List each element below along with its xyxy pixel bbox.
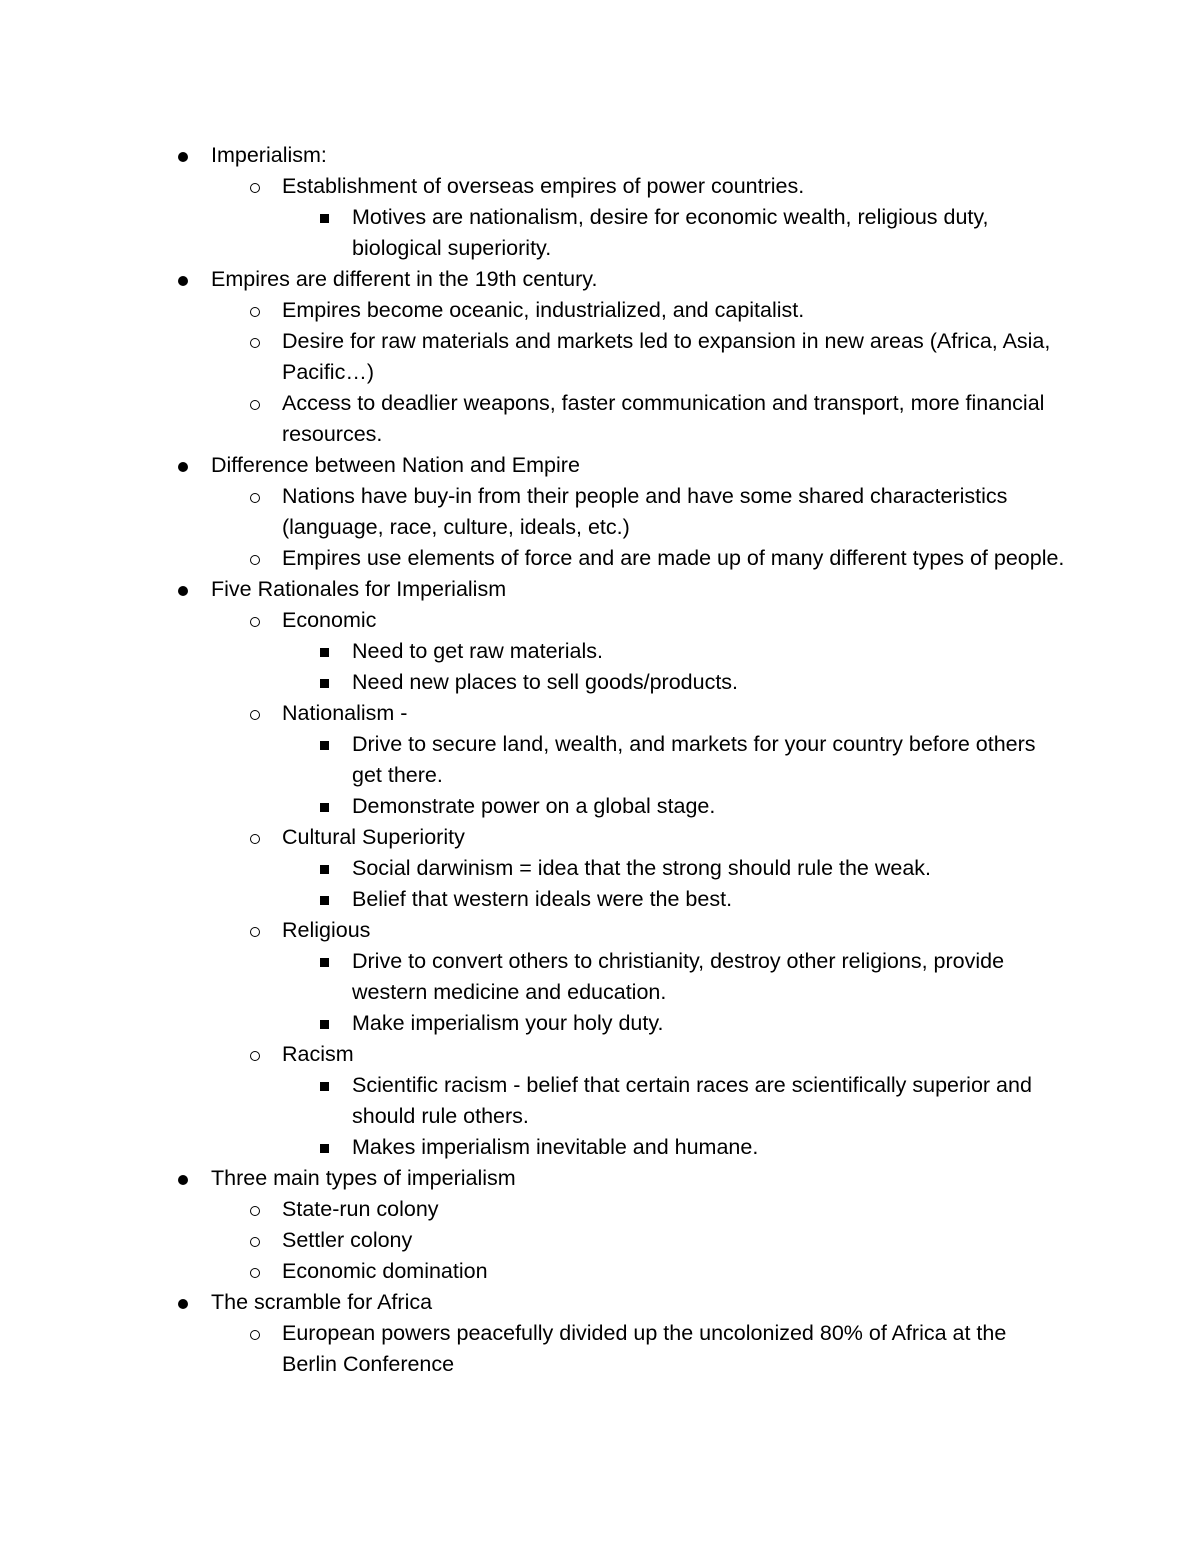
- hollow-circle-bullet-icon: [250, 338, 260, 348]
- outline-item-text: State-run colony: [282, 1197, 439, 1221]
- square-bullet-icon: [320, 1144, 329, 1153]
- outline-item-text: Scientific racism - belief that certain races are scientifically superior and should rule others.: [352, 1073, 1032, 1128]
- outline-item-level-1: [0, 264, 1066, 295]
- outline-item-level-3: [0, 202, 1066, 264]
- outline-item-level-3: [0, 946, 1066, 1008]
- hollow-circle-bullet-icon: [250, 1051, 260, 1061]
- outline-item-text: Motives are nationalism, desire for economic wealth, religious duty, biological superiority.: [352, 205, 989, 260]
- outline-item-text: Settler colony: [282, 1228, 413, 1252]
- outline-item-level-2: [0, 481, 1066, 543]
- outline-item-text: Empires become oceanic, industrialized, and capitalist.: [282, 298, 805, 322]
- square-bullet-icon: [320, 958, 329, 967]
- hollow-circle-bullet-icon: [250, 400, 260, 410]
- square-bullet-icon: [320, 214, 329, 223]
- outline-item-text: Economic domination: [282, 1259, 488, 1283]
- square-bullet-icon: [320, 803, 329, 812]
- outline-item-level-3: [0, 791, 1066, 822]
- outline-item-level-2: [0, 388, 1066, 450]
- outline-item-text: Establishment of overseas empires of power countries.: [282, 174, 805, 198]
- outline-item-text: Cultural Superiority: [282, 825, 465, 849]
- outline-item-level-2: [0, 1039, 1066, 1070]
- outline-item-text: Racism: [282, 1042, 354, 1066]
- hollow-circle-bullet-icon: [250, 555, 260, 565]
- outline-item-text: Empires are different in the 19th century.: [211, 267, 598, 291]
- outline-item-text: Nationalism -: [282, 701, 408, 725]
- outline-item-text: Belief that western ideals were the best.: [352, 887, 733, 911]
- outline-item-text: European powers peacefully divided up the uncolonized 80% of Africa at the Berlin Conference: [282, 1321, 1007, 1376]
- outline-item-level-2: [0, 605, 1066, 636]
- filled-circle-bullet-icon: [178, 462, 188, 472]
- filled-circle-bullet-icon: [178, 152, 188, 162]
- outline-item-level-2: [0, 915, 1066, 946]
- outline-item-text: Makes imperialism inevitable and humane.: [352, 1135, 759, 1159]
- square-bullet-icon: [320, 865, 329, 874]
- outline-item-level-2: [0, 543, 1066, 574]
- square-bullet-icon: [320, 741, 329, 750]
- outline-item-level-3: [0, 1070, 1066, 1132]
- outline-item-level-2: [0, 1194, 1066, 1225]
- outline-item-text: Three main types of imperialism: [211, 1166, 516, 1190]
- outline-item-level-3: [0, 667, 1066, 698]
- outline-item-text: Five Rationales for Imperialism: [211, 577, 507, 601]
- filled-circle-bullet-icon: [178, 586, 188, 596]
- outline-item-level-3: [0, 729, 1066, 791]
- outline-item-level-3: [0, 884, 1066, 915]
- outline-item-text: Need new places to sell goods/products.: [352, 670, 739, 694]
- hollow-circle-bullet-icon: [250, 1330, 260, 1340]
- outline-item-level-2: [0, 1256, 1066, 1287]
- hollow-circle-bullet-icon: [250, 617, 260, 627]
- hollow-circle-bullet-icon: [250, 834, 260, 844]
- outline-item-text: Desire for raw materials and markets led to expansion in new areas (Africa, Asia, Pacific…): [282, 329, 1051, 384]
- outline-item-text: Access to deadlier weapons, faster communication and transport, more financial resources.: [282, 391, 1045, 446]
- square-bullet-icon: [320, 648, 329, 657]
- hollow-circle-bullet-icon: [250, 1206, 260, 1216]
- filled-circle-bullet-icon: [178, 1299, 188, 1309]
- outline-item-level-2: [0, 295, 1066, 326]
- outline-item-level-2: [0, 171, 1066, 202]
- filled-circle-bullet-icon: [178, 1175, 188, 1185]
- outline-item-text: Nations have buy-in from their people and have some shared characteristics (language, race, culture, ideals, etc.): [282, 484, 1008, 539]
- hollow-circle-bullet-icon: [250, 183, 260, 193]
- outline-item-text: Empires use elements of force and are made up of many different types of people.: [282, 546, 1065, 570]
- hollow-circle-bullet-icon: [250, 307, 260, 317]
- outline-item-text: Drive to secure land, wealth, and markets for your country before others get there.: [352, 732, 1036, 787]
- outline-item-text: Drive to convert others to christianity, destroy other religions, provide western medicine and education.: [352, 949, 1005, 1004]
- outline-item-level-1: [0, 140, 1066, 171]
- outline-item-level-3: [0, 853, 1066, 884]
- outline-item-level-2: [0, 822, 1066, 853]
- hollow-circle-bullet-icon: [250, 927, 260, 937]
- outline-item-text: Difference between Nation and Empire: [211, 453, 580, 477]
- outline-item-level-1: [0, 1163, 1066, 1194]
- outline-item-text: Imperialism:: [211, 143, 327, 167]
- square-bullet-icon: [320, 1020, 329, 1029]
- square-bullet-icon: [320, 896, 329, 905]
- outline-item-level-3: [0, 1132, 1066, 1163]
- square-bullet-icon: [320, 1082, 329, 1091]
- outline-item-level-1: [0, 1287, 1066, 1318]
- outline-item-level-2: [0, 1318, 1066, 1380]
- outline-item-level-2: [0, 1225, 1066, 1256]
- outline-item-level-2: [0, 698, 1066, 729]
- square-bullet-icon: [320, 679, 329, 688]
- outline-item-text: Need to get raw materials.: [352, 639, 603, 663]
- outline-item-text: Religious: [282, 918, 371, 942]
- outline-item-level-1: [0, 574, 1066, 605]
- hollow-circle-bullet-icon: [250, 710, 260, 720]
- outline-item-text: Make imperialism your holy duty.: [352, 1011, 664, 1035]
- filled-circle-bullet-icon: [178, 276, 188, 286]
- outline-item-level-3: [0, 1008, 1066, 1039]
- outline-item-level-2: [0, 326, 1066, 388]
- hollow-circle-bullet-icon: [250, 493, 260, 503]
- outline-item-text: Economic: [282, 608, 377, 632]
- outline-item-text: Social darwinism = idea that the strong should rule the weak.: [352, 856, 932, 880]
- hollow-circle-bullet-icon: [250, 1237, 260, 1247]
- outline-item-level-3: [0, 636, 1066, 667]
- hollow-circle-bullet-icon: [250, 1268, 260, 1278]
- outline-item-level-1: [0, 450, 1066, 481]
- notes-outline: [0, 140, 1200, 1380]
- outline-item-text: Demonstrate power on a global stage.: [352, 794, 716, 818]
- outline-item-text: The scramble for Africa: [211, 1290, 433, 1314]
